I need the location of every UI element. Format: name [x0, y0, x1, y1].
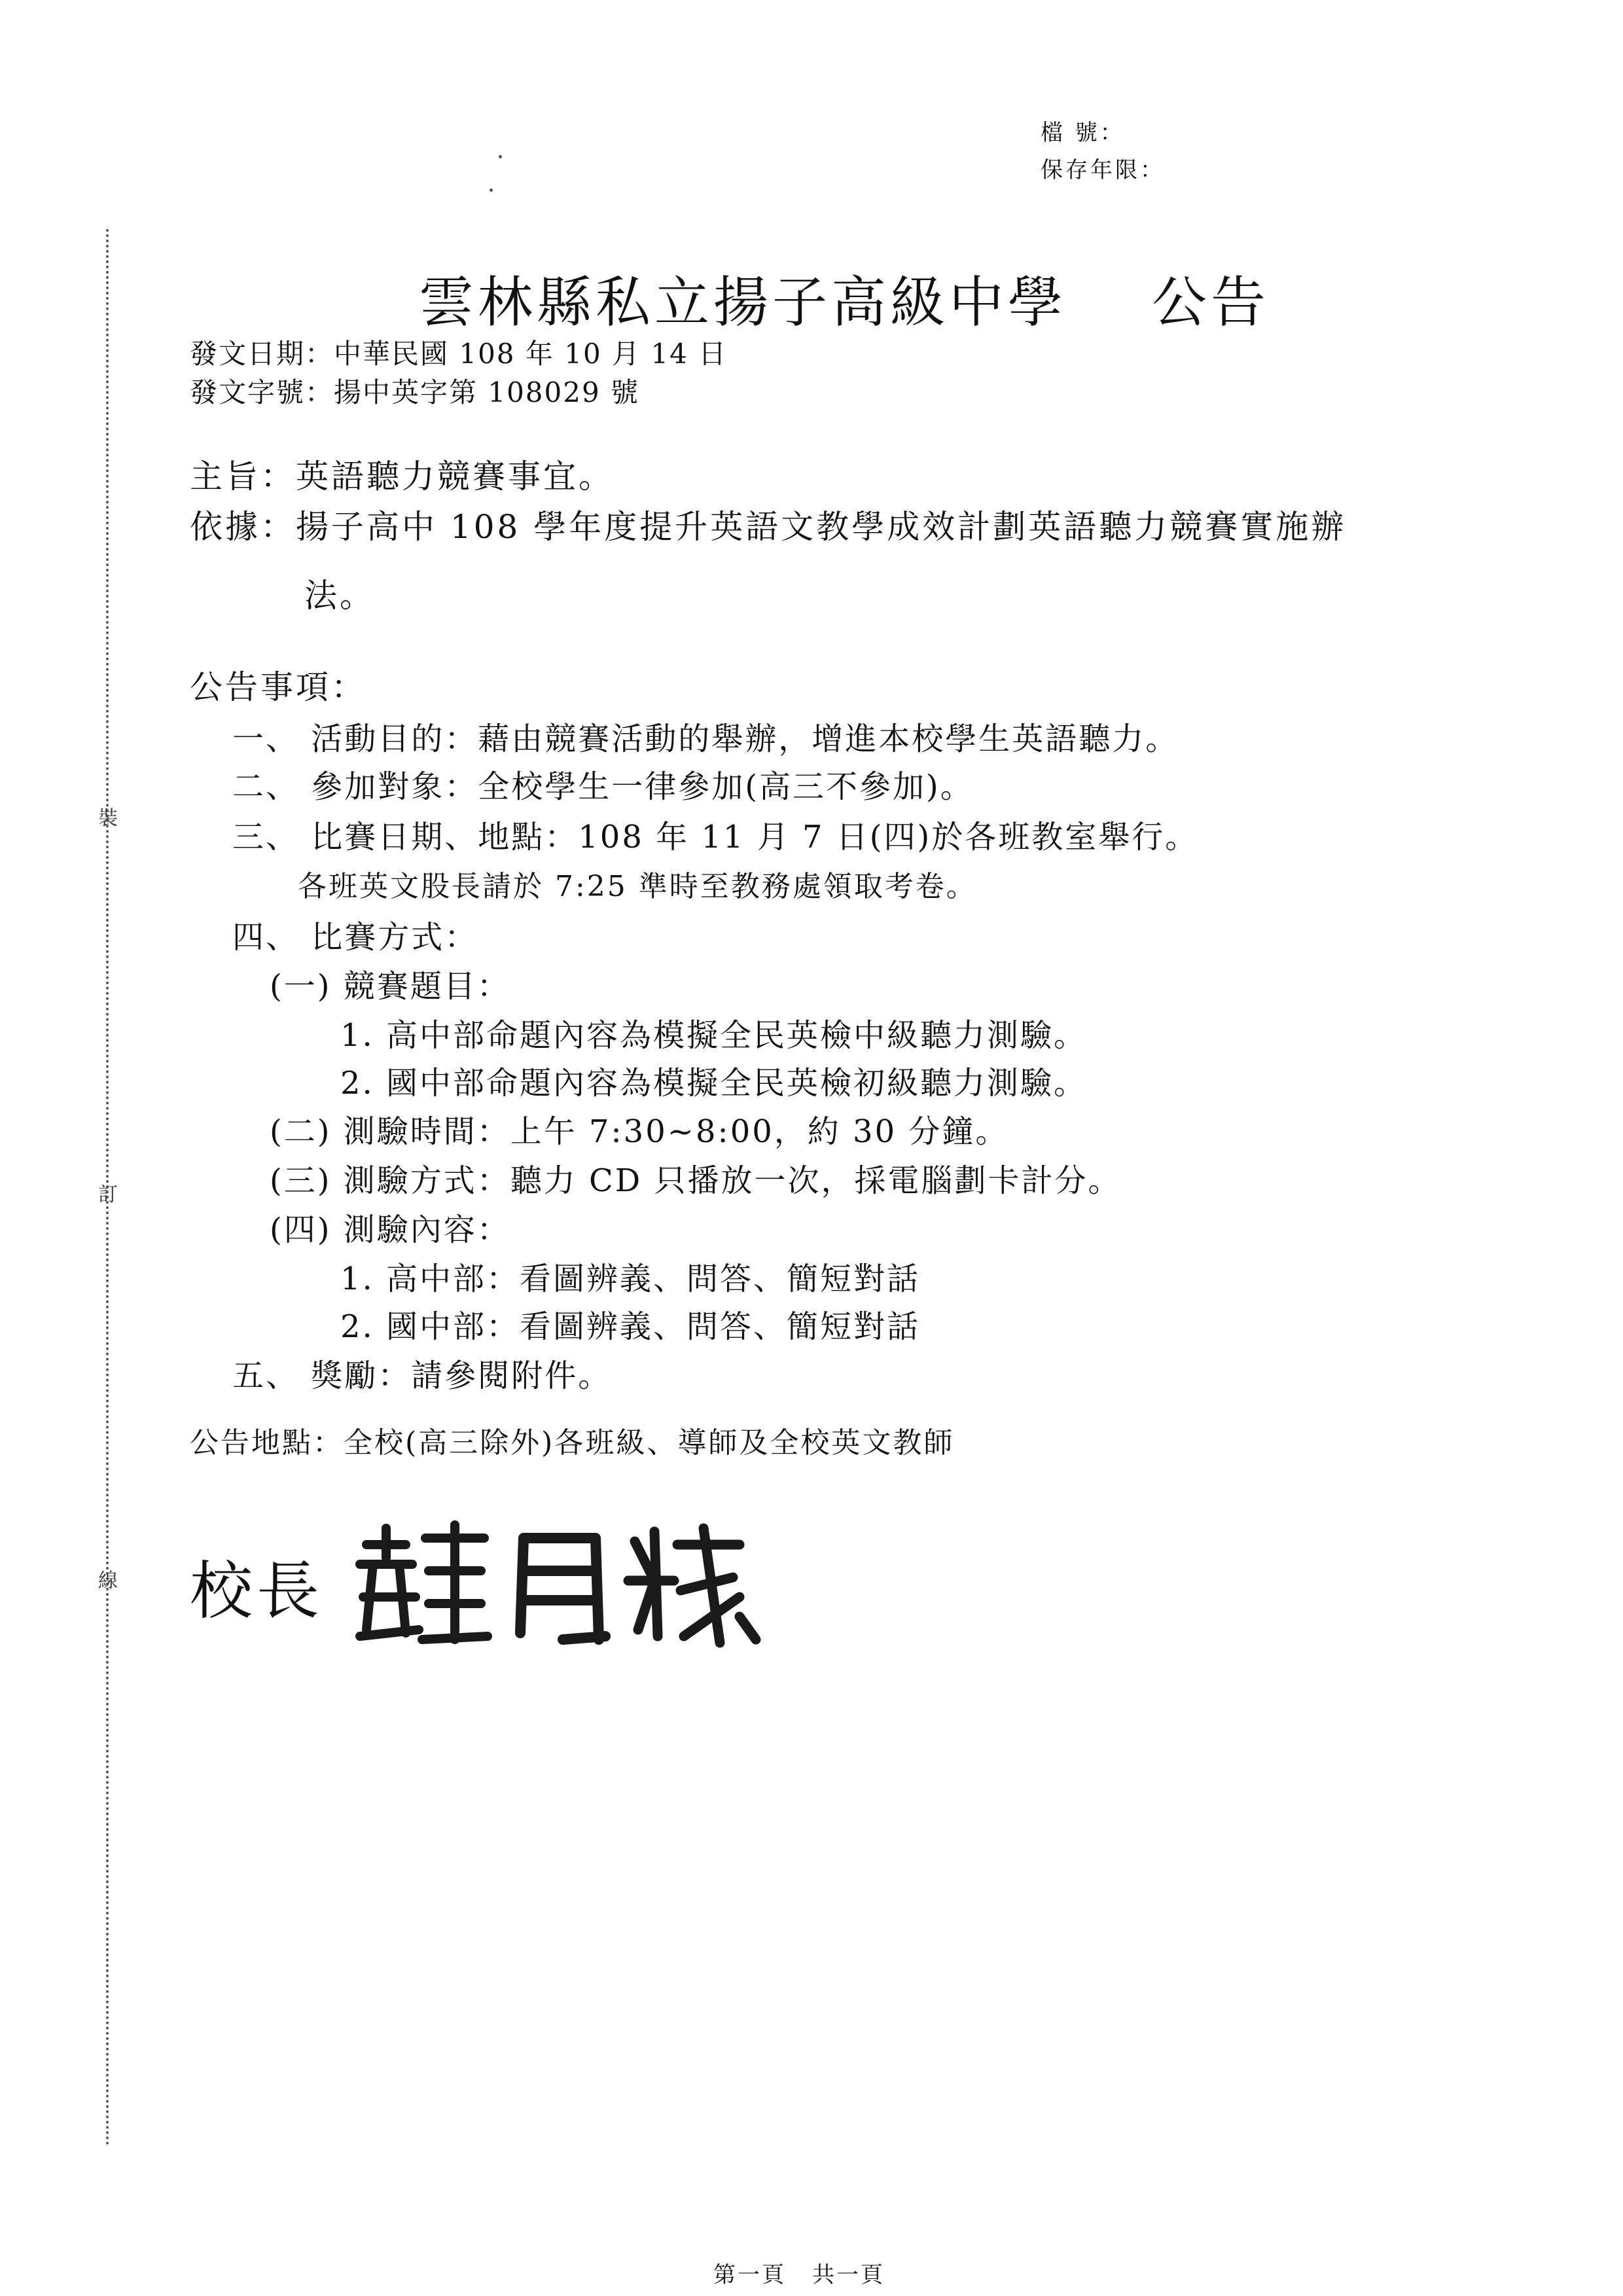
item-method: 四、 比賽方式： [232, 919, 478, 956]
item-purpose: 一、 活動目的：藉由競賽活動的舉辦，增進本校學生英語聽力。 [232, 721, 1179, 757]
page-footer [713, 2257, 885, 2289]
page-total: 共一頁 [812, 2262, 885, 2288]
binding-mark-zhuang: 裝 [98, 807, 118, 830]
basis-line-1: 依據：揚子高中 108 學年度提升英語文教學成效計劃英語聽力競賽實施辦 [190, 508, 1347, 546]
posting-location: 公告地點：全校(高三除外)各班級、導師及全校英文教師 [190, 1426, 955, 1460]
binding-mark-xian: 線 [98, 1570, 118, 1592]
archive-file-number: 檔 號： [1041, 120, 1125, 146]
method-sub-content-senior: 1. 高中部：看圖辨義、問答、簡短對話 [340, 1261, 921, 1297]
item-date-place-note: 各班英文股長請於 7:25 準時至教務處領取考卷。 [298, 870, 977, 903]
method-sub-questions-senior: 1. 高中部命題內容為模擬全民英檢中級聽力測驗。 [340, 1017, 1088, 1054]
document-type: 公告 [1152, 270, 1270, 334]
scan-speck [490, 188, 493, 192]
method-sub-questions: (一) 競賽題目： [270, 968, 510, 1005]
notice-heading: 公告事項： [190, 668, 366, 706]
item-date-place: 三、 比賽日期、地點：108 年 11 月 7 日(四)於各班教室舉行。 [232, 819, 1199, 855]
archive-retention-period: 保存年限： [1041, 157, 1165, 183]
scan-speck [499, 155, 502, 158]
method-sub-content-junior: 2. 國中部：看圖辨義、問答、簡短對話 [340, 1308, 921, 1345]
document-title [419, 259, 1270, 338]
principal-signature [347, 1518, 766, 1649]
method-sub-format: (三) 測驗方式：聽力 CD 只播放一次，採電腦劃卡計分。 [270, 1162, 1122, 1199]
school-name: 雲林縣私立揚子高級中學 [419, 270, 1067, 334]
basis-line-2: 法。 [304, 577, 375, 615]
binding-mark-ding: 訂 [98, 1183, 118, 1206]
issue-date: 發文日期：中華民國 108 年 10 月 14 日 [190, 338, 728, 370]
method-sub-content: (四) 測驗內容： [270, 1211, 510, 1248]
page-number: 第一頁 [713, 2262, 786, 2288]
subject-line: 主旨：英語聽力競賽事宜。 [190, 457, 614, 495]
method-sub-questions-junior: 2. 國中部命題內容為模擬全民英檢初級聽力測驗。 [340, 1065, 1088, 1102]
principal-title: 校長 [190, 1554, 323, 1628]
issue-number: 發文字號：揚中英字第 108029 號 [190, 376, 640, 408]
method-sub-time: (二) 測驗時間：上午 7:30~8:00，約 30 分鐘。 [270, 1113, 1009, 1150]
item-participants: 二、 參加對象：全校學生一律參加(高三不參加)。 [232, 768, 974, 805]
item-awards: 五、 獎勵：請參閱附件。 [232, 1357, 612, 1394]
